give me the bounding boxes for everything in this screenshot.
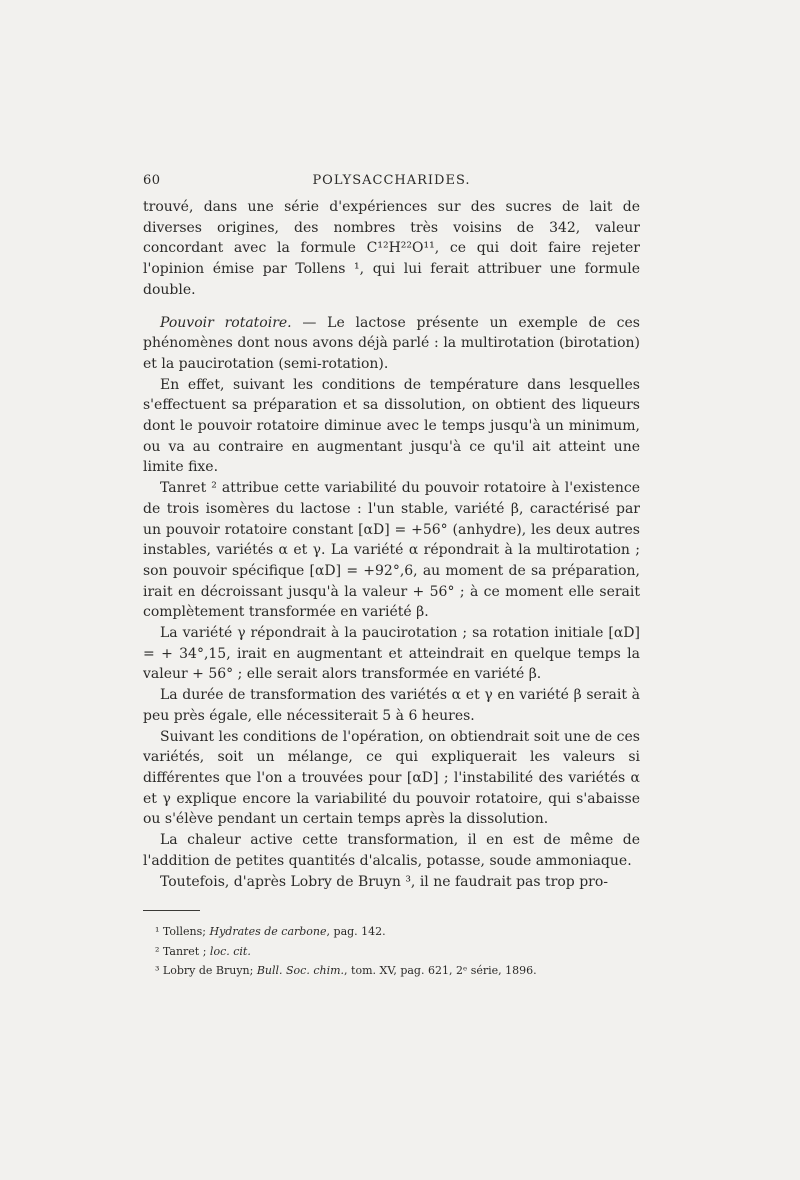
paragraph bbox=[143, 478, 640, 623]
paragraph bbox=[143, 623, 640, 685]
footnote-2 bbox=[143, 942, 640, 962]
cited-title: loc. cit. bbox=[209, 944, 251, 958]
paragraph bbox=[143, 685, 640, 726]
cited-title: Bull. Soc. chim. bbox=[256, 964, 345, 977]
page-number: 60 bbox=[143, 173, 161, 188]
text-run: Tanret ² attribue cette variabilité du pouvoir rotatoire à l'existence de trois isomères du lactose : l'un stable, variété β, caractérisé par un pouvoir rotatoire constant [αD] = +56° (anhydre), les deux autres instables, variétés α et γ. La variété α répondrait à la multirotation ; son pouvoir spécifique [αD] = +92°,6, au moment de sa préparation, irait en décroissant jusqu'à la valeur + 56° ; à ce moment elle serait complètement transformée en variété β. bbox=[143, 480, 640, 621]
text-run: La variété γ répondrait à la paucirotation ; sa rotation initiale [αD] = + 34°,15, irait en augmentant et atteindrait en quelque temps la valeur + 56° ; elle serait alors transformée en variété β. bbox=[143, 625, 640, 683]
footnotes bbox=[143, 922, 640, 981]
section-heading: Pouvoir rotatoire. bbox=[160, 314, 292, 331]
body-text bbox=[143, 197, 640, 892]
text-run: En effet, suivant les conditions de température dans lesquelles s'effectuent sa préparation et sa dissolution, on obtient des liqueurs dont le pouvoir rotatoire diminue avec le temps jusqu'à un minimum, ou va au contraire en augmentant jusqu'à ce qu'il ait atteint une limite fixe. bbox=[143, 376, 640, 476]
text-run: Suivant les conditions de l'opération, on obtiendrait soit une de ces variétés, soit un mélange, ce qui expliquerait les valeurs si différentes que l'on a trouvées pour [αD] ; l'instabilité des variétés α et γ explique encore la variabilité du pouvoir rotatoire, qui s'abaisse ou s'élève pendant un certain temps après la dissolution. bbox=[143, 728, 640, 828]
text-run: — Le lactose présente un exemple de ces phénomènes dont nous avons déjà parlé : la multirotation (birotation) et la paucirotation (semi-rotation). bbox=[143, 314, 640, 372]
text-run: Toutefois, d'après Lobry de Bruyn ³, il ne faudrait pas trop pro- bbox=[160, 873, 609, 890]
paragraph bbox=[143, 872, 640, 893]
text-run: ¹ Tollens; bbox=[155, 925, 210, 938]
paragraph bbox=[143, 375, 640, 479]
text-run: La chaleur active cette transformation, il en est de même de l'addition de petites quantités d'alcalis, potasse, soude ammoniaque. bbox=[143, 832, 640, 869]
text-run: ³ Lobry de Bruyn; bbox=[155, 964, 257, 977]
page-header bbox=[143, 173, 640, 193]
text-run: La durée de transformation des variétés α et γ en variété β serait à peu près égale, elle nécessiterait 5 à 6 heures. bbox=[143, 687, 640, 724]
cited-title: Hydrates de carbone bbox=[209, 925, 327, 938]
text-run: , pag. 142. bbox=[326, 925, 386, 938]
footnote-3 bbox=[143, 961, 640, 981]
running-title: POLYSACCHARIDES. bbox=[312, 173, 471, 188]
text-run: trouvé, dans une série d'expériences sur des sucres de lait de diverses origines, des nombres très voisins de 342, valeur concordant avec la formule C¹²H²²O¹¹, ce qui doit faire rejeter l'opinion émise par Tollens ¹, qui lui ferait attribuer une formule double. bbox=[143, 199, 640, 298]
paragraph-section-rotatory-power bbox=[143, 313, 640, 375]
paragraph bbox=[143, 727, 640, 831]
paragraph-continuation bbox=[143, 197, 640, 301]
footnote-rule bbox=[143, 910, 200, 911]
footnote-1 bbox=[143, 922, 640, 942]
text-run: ² Tanret ; bbox=[155, 944, 210, 958]
text-run: , tom. XV, pag. 621, 2ᵉ série, 1896. bbox=[344, 964, 537, 977]
paragraph bbox=[143, 830, 640, 871]
